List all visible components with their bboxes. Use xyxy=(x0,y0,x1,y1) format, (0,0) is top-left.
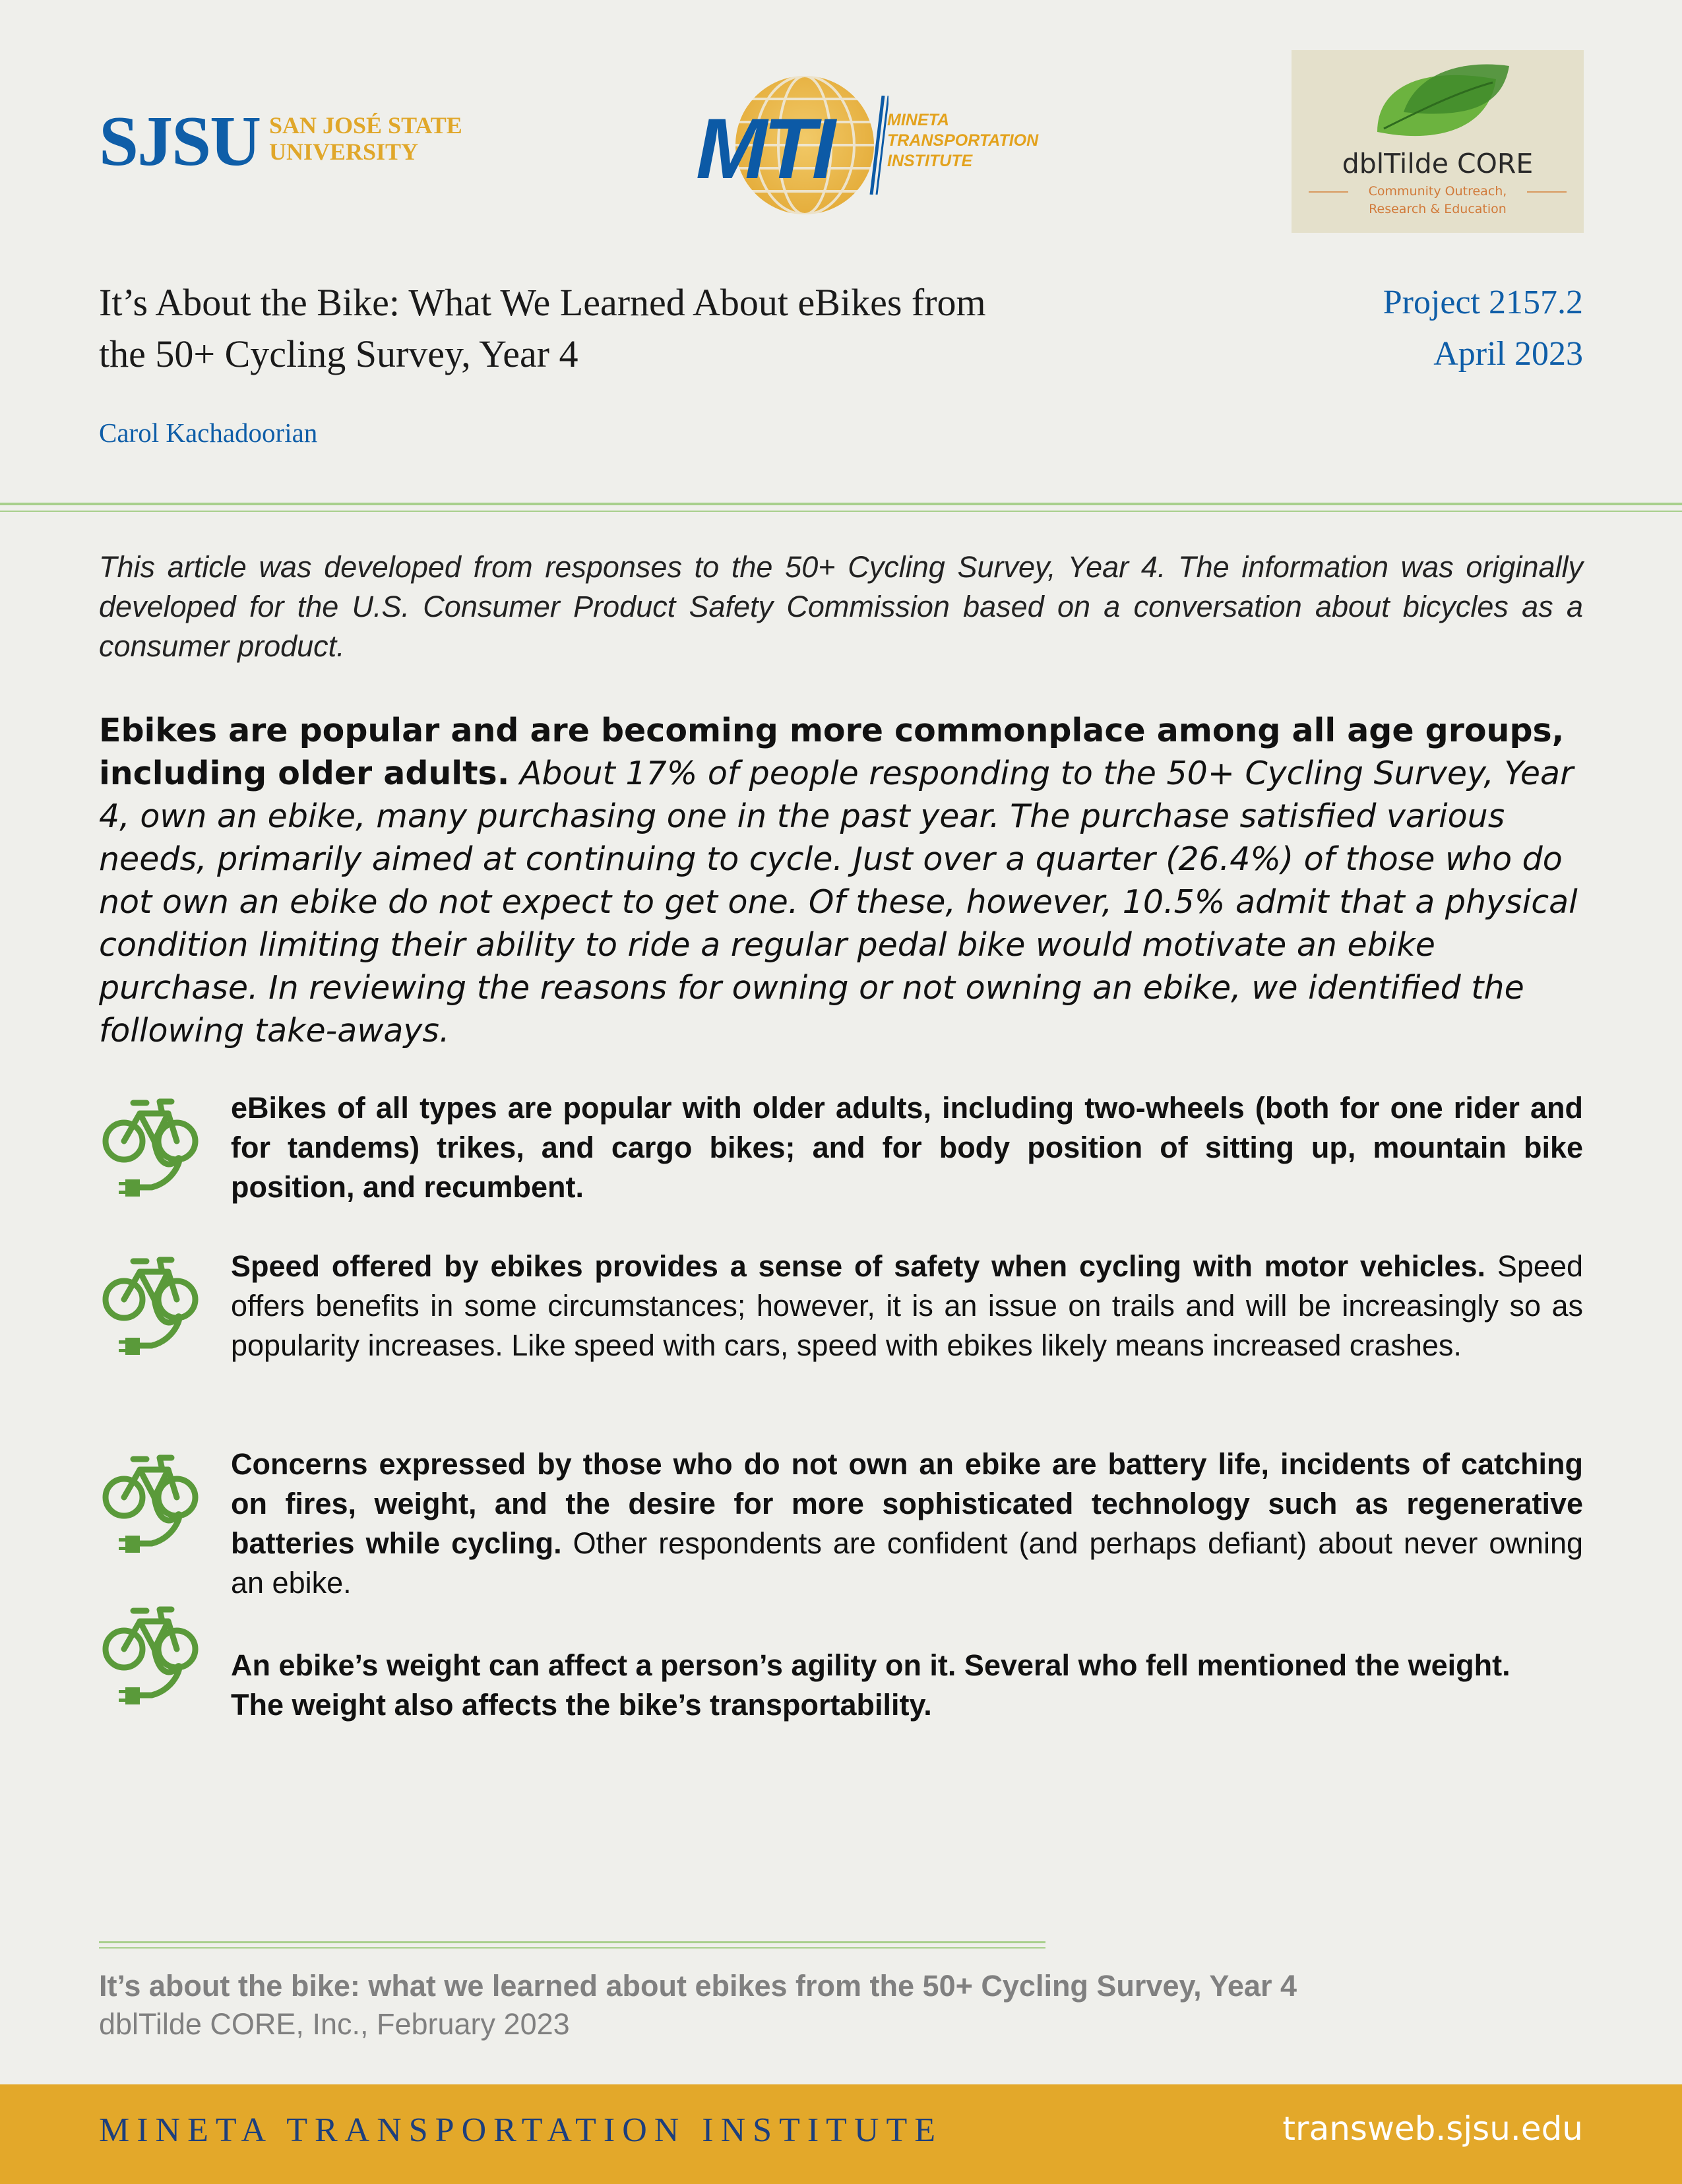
lead-paragraph xyxy=(99,709,1583,1052)
project-date: April 2023 xyxy=(1433,335,1583,373)
takeaway-text xyxy=(231,1646,1543,1725)
footer-citation-org: dblTilde CORE, Inc., February 2023 xyxy=(99,2007,570,2041)
dbltilde-logo-sub2: Research & Education xyxy=(1369,202,1507,216)
leaf-icon xyxy=(1364,59,1516,152)
mti-logo-text xyxy=(887,110,1038,172)
logo-slash-icon xyxy=(869,96,888,195)
mti-logo-line1: MINETA xyxy=(887,111,949,129)
header-divider-thin xyxy=(0,511,1682,512)
sjsu-logo-line1: SAN JOSÉ STATE xyxy=(269,112,462,139)
sjsu-logo-text xyxy=(269,112,462,165)
takeaway-bold: Concerns expressed by those who do not own an ebike are battery life, incidents of catching on fires, weight, and the desire for more sophisticated technology such as regenerative batteries while cycling. xyxy=(231,1447,1583,1560)
dbltilde-logo-sub1: Community Outreach, xyxy=(1368,184,1507,199)
ebike-icon xyxy=(99,1596,204,1712)
takeaway-text xyxy=(231,1445,1583,1603)
takeaway-normal: Speed offers benefits in some circumstances; however, it is an issue on trails and will be increasingly so as popularity increases. Like speed with cars, speed with ebikes likely means increased crashes. xyxy=(231,1249,1583,1362)
footer-divider-thin xyxy=(99,1947,1045,1949)
footer-url-link[interactable]: transweb.sjsu.edu xyxy=(1282,2109,1583,2148)
mti-logo xyxy=(696,69,1065,221)
project-info xyxy=(1187,277,1583,380)
takeaway-text xyxy=(231,1247,1583,1365)
intro-paragraph: This article was developed from responses to the 50+ Cycling Survey, Year 4. The information was originally developed for the U.S. Consumer Product Safety Commission based on a conversation about bicycles as a consumer product. xyxy=(99,550,1583,663)
sjsu-logo xyxy=(99,99,468,185)
header-divider xyxy=(0,503,1682,505)
ebike-icon xyxy=(99,1247,204,1362)
takeaway-bold: Speed offered by ebikes provides a sense of safety when cycling with motor vehicles. xyxy=(231,1249,1486,1283)
mti-logo-mark: MTI xyxy=(696,100,832,197)
author: Carol Kachadoorian xyxy=(99,418,318,448)
ebike-icon xyxy=(99,1088,204,1204)
lead-bold: Ebikes are popular and are becoming more commonplace among all age groups, including older adults. xyxy=(99,712,1565,792)
takeaway-bold: eBikes of all types are popular with older adults, including two-wheels (both for one rider and for tandems) trikes, and cargo bikes; and for body position of sitting up, mountain bike position, and recumbent. xyxy=(231,1091,1583,1204)
ebike-icon xyxy=(99,1445,204,1560)
takeaway-bold: An ebike’s weight can affect a person’s agility on it. Several who fell mentioned the weight. The weight also affects the bike’s transportability. xyxy=(231,1648,1511,1722)
footer-divider xyxy=(99,1941,1045,1943)
lead-italic: About 17% of people responding to the 50+ Cycling Survey, Year 4, own an ebike, many purchasing one in the past year. The purchase satisfied various needs, primarily aimed at continuing to cycle. Just over a quarter (26.4%) of those who do not own an ebike do not expect to get one. Of these, however, 10.5% admit that a physical condition limiting their ability to ride a regular pedal bike would motivate an ebike purchase. In reviewing the reasons for owning or not owning an ebike, we identified the following take-aways. xyxy=(99,755,1578,1049)
mti-logo-line2: TRANSPORTATION xyxy=(887,131,1039,150)
mti-logo-line3: INSTITUTE xyxy=(887,152,973,170)
takeaway-text xyxy=(231,1088,1583,1207)
sjsu-logo-mark: SJSU xyxy=(99,102,261,181)
footer-bar xyxy=(0,2084,1682,2184)
footer-institute: MINETA TRANSPORTATION INSTITUTE xyxy=(99,2111,943,2149)
page-title-line2: the 50+ Cycling Survey, Year 4 xyxy=(99,332,578,375)
dbltilde-logo-name: dblTilde CORE xyxy=(1342,148,1534,179)
dbltilde-logo xyxy=(1292,50,1584,233)
page-title xyxy=(99,277,1220,380)
project-number: Project 2157.2 xyxy=(1383,284,1583,321)
footer-citation-title: It’s about the bike: what we learned about ebikes from the 50+ Cycling Survey, Year 4 xyxy=(99,1969,1297,2003)
sjsu-logo-line2: UNIVERSITY xyxy=(269,139,419,165)
page-title-line1: It’s About the Bike: What We Learned About eBikes from xyxy=(99,281,986,324)
takeaway-normal: Other respondents are confident (and perhaps defiant) about never owning an ebike. xyxy=(231,1526,1584,1600)
